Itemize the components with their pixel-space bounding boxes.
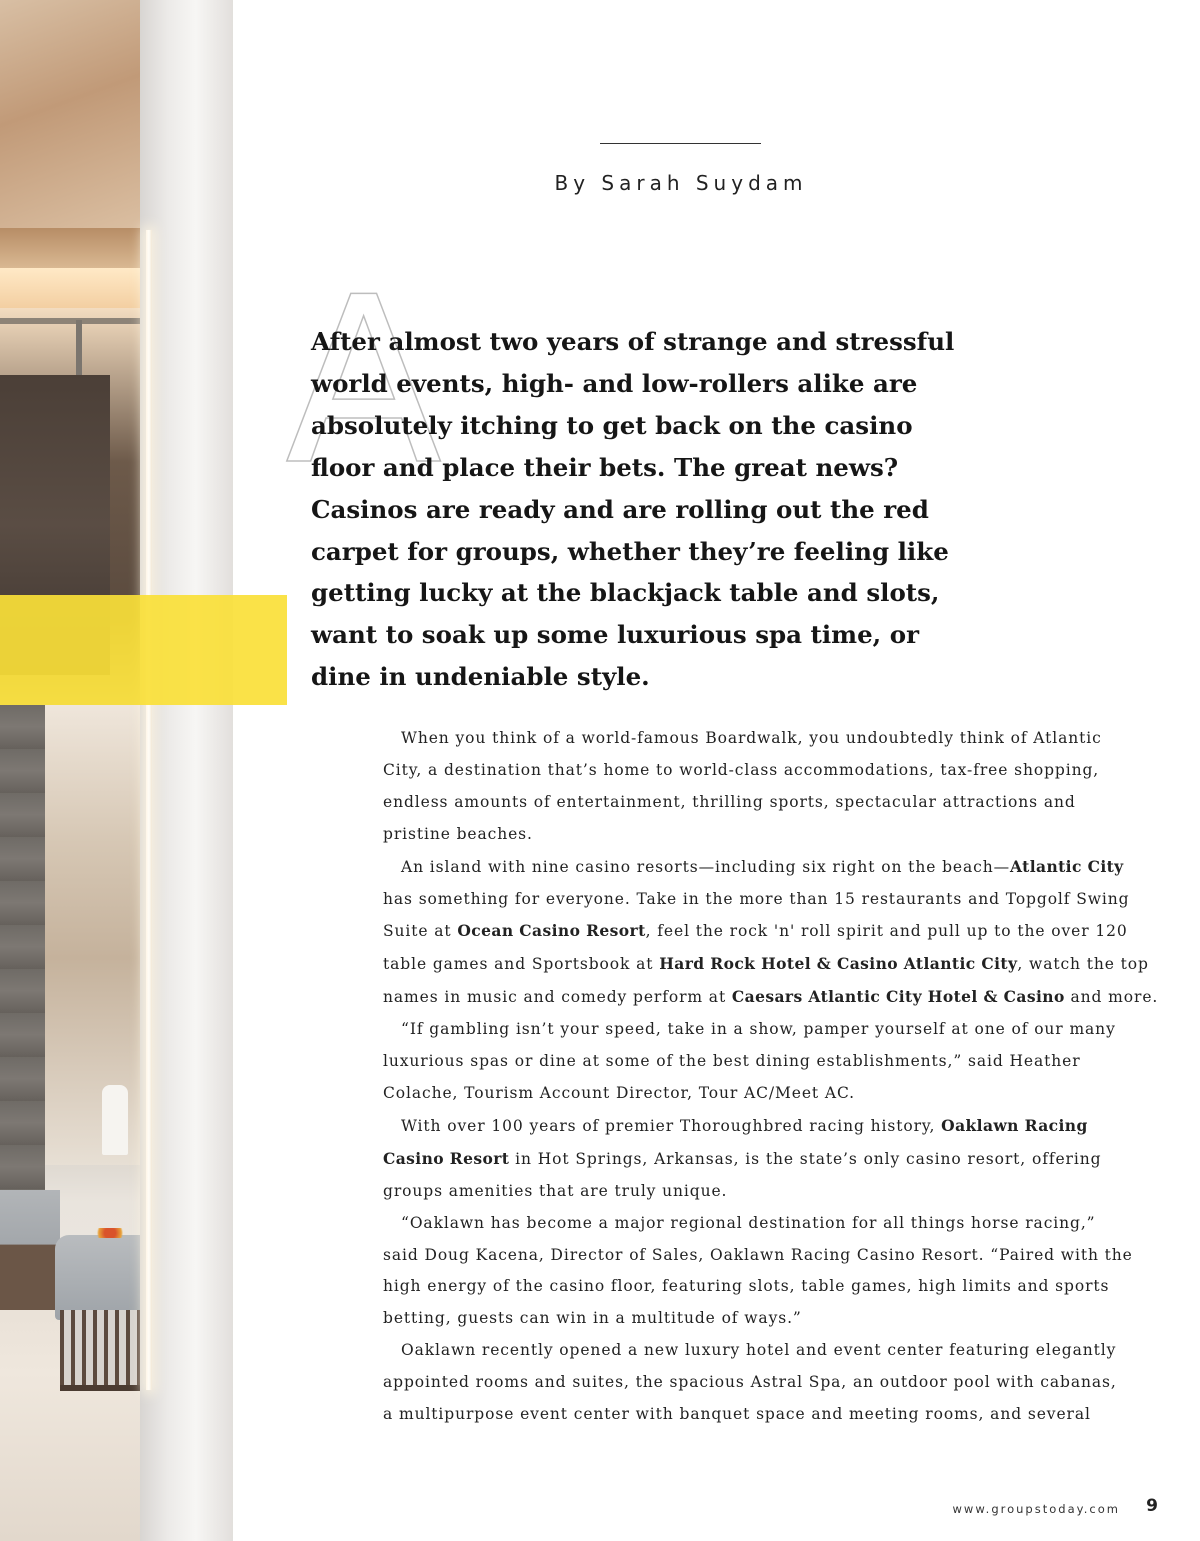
body-line xyxy=(383,1014,1153,1046)
venue-name: Ocean Casino Resort xyxy=(457,921,646,941)
body-text-run: has something for everyone. Take in the more than 15 restaurants and Topgolf Swing xyxy=(383,889,1130,908)
body-line xyxy=(383,851,1153,884)
body-text-run: endless amounts of entertainment, thrilling sports, spectacular attractions and xyxy=(383,792,1076,811)
body-line xyxy=(383,1303,1153,1335)
body-line xyxy=(383,1399,1153,1431)
lead-line: floor and place their bets. The great news? xyxy=(311,452,899,482)
lead-line: absolutely itching to get back on the casino xyxy=(311,410,913,440)
body-text-run: City, a destination that’s home to world-class accommodations, tax-free shopping, xyxy=(383,760,1100,779)
body-text-run: names in music and comedy perform at xyxy=(383,988,732,1007)
byline-rule xyxy=(600,143,761,144)
body-line xyxy=(383,787,1153,819)
hotel-interior-photo xyxy=(0,0,233,1541)
body-text-run: groups amenities that are truly unique. xyxy=(383,1181,728,1200)
photo-marble-pillar xyxy=(140,0,233,1541)
body-line xyxy=(383,1176,1153,1208)
body-line xyxy=(383,819,1153,851)
venue-name: Casino Resort xyxy=(383,1148,510,1168)
photo-armchair-left xyxy=(0,1190,60,1310)
lead-line: getting lucky at the blackjack table and slots, xyxy=(311,578,940,608)
body-line xyxy=(383,1240,1153,1272)
body-line xyxy=(383,1208,1153,1240)
lead-line: want to soak up some luxurious spa time, or xyxy=(311,620,919,650)
lead-line: world events, high- and low-rollers alike are xyxy=(311,368,918,398)
footer-website: www.groupstoday.com xyxy=(952,1502,1120,1516)
body-line xyxy=(383,981,1159,1014)
body-line xyxy=(383,1335,1153,1367)
photo-stone-wall xyxy=(0,705,45,1225)
body-text-run: Suite at xyxy=(383,922,458,941)
photo-light-cove xyxy=(0,268,140,308)
lead-line: Casinos are ready and are rolling out the red xyxy=(311,494,929,524)
body-text-run: a multipurpose event center with banquet space and meeting rooms, and several xyxy=(383,1405,1091,1424)
body-text-run: When you think of a world-famous Boardwalk, you undoubtedly think of Atlantic xyxy=(401,729,1102,747)
body-text-run: betting, guests can win in a multitude of ways.” xyxy=(383,1309,802,1328)
venue-name: Atlantic City xyxy=(1010,856,1124,876)
lead-paragraph xyxy=(311,321,955,698)
body-text-run: luxurious spas or dine at some of the best dining establishments,” said Heather xyxy=(383,1052,1081,1071)
photo-light-strip xyxy=(146,230,152,1390)
body-line xyxy=(383,884,1153,916)
lead-line: dine in undeniable style. xyxy=(311,662,650,692)
body-text-run: table games and Sportsbook at xyxy=(383,955,660,974)
body-line xyxy=(383,948,1153,981)
article-body xyxy=(383,723,1159,1431)
body-line xyxy=(383,755,1153,787)
byline: By Sarah Suydam xyxy=(554,171,808,195)
body-line xyxy=(383,1143,1153,1176)
body-text-run: An island with nine casino resorts—including six right on the beach— xyxy=(401,857,1010,876)
body-text-run: “If gambling isn’t your speed, take in a show, pamper yourself at one of our many xyxy=(401,1020,1116,1039)
venue-name: Hard Rock Hotel & Casino Atlantic City xyxy=(659,954,1018,974)
venue-name: Caesars Atlantic City Hotel & Casino xyxy=(731,987,1065,1007)
body-text-run: said Doug Kacena, Director of Sales, Oaklawn Racing Casino Resort. “Paired with the xyxy=(383,1245,1133,1264)
photo-bathrobe xyxy=(102,1085,128,1155)
lead-line: carpet for groups, whether they’re feeling like xyxy=(311,536,949,566)
body-line xyxy=(383,723,1153,755)
body-text-run: “Oaklawn has become a major regional destination for all things horse racing,” xyxy=(401,1213,1096,1232)
body-line xyxy=(383,1110,1153,1143)
body-text-run: appointed rooms and suites, the spacious Astral Spa, an outdoor pool with cabanas, xyxy=(383,1373,1117,1392)
body-line xyxy=(383,1078,1153,1110)
body-text-run: and more. xyxy=(1064,988,1159,1007)
photo-flowers xyxy=(92,1228,128,1238)
body-line xyxy=(383,915,1153,948)
photo-glass-railing xyxy=(0,318,140,324)
body-text-run: , feel the rock 'n' roll spirit and pull up to the over 120 xyxy=(645,922,1128,941)
body-text-run: Colache, Tourism Account Director, Tour AC/Meet AC. xyxy=(383,1083,856,1102)
page-number: 9 xyxy=(1146,1496,1158,1516)
yellow-accent-band xyxy=(0,595,287,705)
body-text-run: With over 100 years of premier Thoroughbred racing history, xyxy=(401,1116,942,1135)
drop-letter-glyph: A xyxy=(285,276,443,476)
body-line xyxy=(383,1367,1153,1399)
body-text-run: in Hot Springs, Arkansas, is the state’s only casino resort, offering xyxy=(509,1149,1102,1168)
body-text-run: high energy of the casino floor, featuring slots, table games, high limits and sports xyxy=(383,1277,1110,1296)
body-line xyxy=(383,1271,1153,1303)
body-line xyxy=(383,1046,1153,1078)
lead-line: After almost two years of strange and stressful xyxy=(311,327,955,356)
body-text-run: , watch the top xyxy=(1017,955,1149,974)
body-text-run: pristine beaches. xyxy=(383,824,533,843)
photo-beam xyxy=(0,228,140,268)
body-text-run: Oaklawn recently opened a new luxury hotel and event center featuring elegantly xyxy=(401,1341,1117,1360)
venue-name: Oaklawn Racing xyxy=(941,1115,1088,1135)
